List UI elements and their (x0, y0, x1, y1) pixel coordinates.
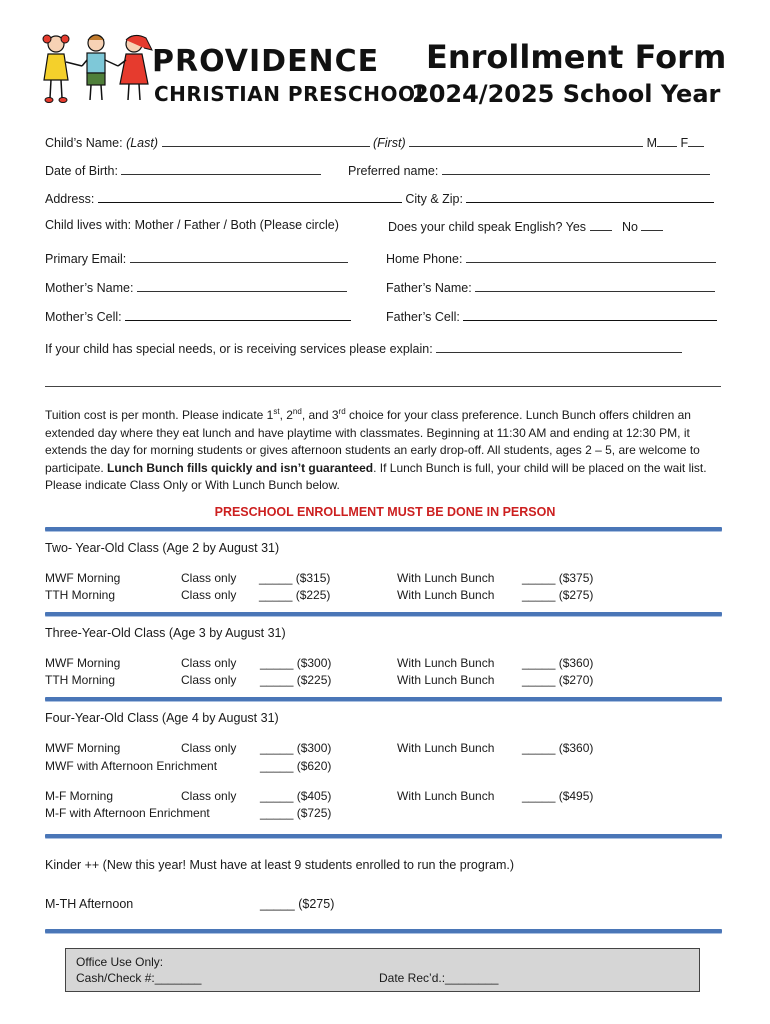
divider-4 (45, 834, 722, 838)
special-needs-line-2[interactable] (45, 386, 721, 387)
sup-3: rd (338, 407, 346, 416)
tuition-text-4: choice for your class preference. Lunch Bunch offers children an extended day where they eat lunch and have playtime with classmates. Beginning at 11:30 AM and ending at 12:30 PM, it extends the day for morning students or gives afternoon students an early drop-off. All students, ages 2 – 5, are welcome to participate. (45, 408, 700, 475)
kinder-heading: Kinder ++ (New this year! Must have at least 9 students enrolled to run the program.) (45, 858, 514, 872)
three-row-1-name: MWF Morning (45, 656, 121, 670)
address-label: Address: (45, 192, 95, 206)
divider-5 (45, 929, 722, 933)
lives-with-text: Child lives with: Mother / Father / Both (Please circle) (45, 218, 339, 232)
children-illustration-icon (36, 30, 156, 110)
mother-name-label: Mother’s Name: (45, 281, 134, 295)
logo (36, 30, 156, 110)
sup-2: nd (292, 407, 302, 416)
three-row-2-lunch-price[interactable]: _____ ($270) (522, 673, 594, 687)
divider-3 (45, 697, 722, 701)
mother-cell-label: Mother’s Cell: (45, 310, 122, 324)
f-label: F (680, 136, 689, 150)
english-yes-field[interactable] (590, 218, 612, 231)
last-label: (Last) (126, 136, 159, 150)
four-row-3-name: M-F Morning (45, 789, 114, 803)
address-row (45, 190, 714, 206)
three-row-1-price[interactable]: _____ ($300) (260, 656, 332, 670)
two-row-2-lunch-price[interactable]: _____ ($275) (522, 588, 594, 602)
home-phone-field[interactable] (466, 250, 716, 263)
tuition-bold: Lunch Bunch fills quickly and isn’t guaranteed (107, 460, 374, 475)
email-field[interactable] (130, 250, 348, 263)
m-field[interactable] (657, 134, 677, 147)
three-row-1-lunch-price[interactable]: _____ ($360) (522, 656, 594, 670)
two-row-2-type: Class only (181, 588, 237, 602)
two-row-1-type: Class only (181, 571, 237, 585)
dob-row (45, 162, 321, 178)
office-cash-check[interactable]: Cash/Check #:_______ (76, 971, 202, 985)
two-row-2-lunch: With Lunch Bunch (397, 588, 495, 602)
three-year-heading: Three-Year-Old Class (Age 3 by August 31) (45, 626, 286, 640)
cityzip-label: City & Zip: (405, 192, 463, 206)
tuition-text-3: , and 3 (301, 408, 339, 422)
divider-2 (45, 612, 722, 616)
tuition-text-2: , 2 (279, 408, 293, 422)
form-title: Enrollment Form (426, 38, 727, 76)
four-row-1-price[interactable]: _____ ($300) (260, 741, 332, 755)
father-name-field[interactable] (475, 279, 715, 292)
no-label: No (621, 220, 638, 234)
four-row-3-lunch-price[interactable]: _____ ($495) (522, 789, 594, 803)
preferred-label: Preferred name: (348, 164, 439, 178)
two-row-2-price[interactable]: _____ ($225) (259, 588, 331, 602)
two-row-2-name: TTH Morning (45, 588, 116, 602)
mother-cell-field[interactable] (125, 308, 351, 321)
three-row-2-lunch: With Lunch Bunch (397, 673, 495, 687)
father-name-row (386, 279, 715, 295)
email-row (45, 250, 348, 266)
preferred-field[interactable] (442, 162, 710, 175)
two-row-1-name: MWF Morning (45, 571, 121, 585)
three-row-1-type: Class only (181, 656, 237, 670)
two-row-1-price[interactable]: _____ ($315) (259, 571, 331, 585)
four-row-4-name: M-F with Afternoon Enrichment (45, 806, 210, 820)
special-needs-row (45, 340, 682, 356)
preferred-row (348, 162, 710, 178)
english-no-field[interactable] (641, 218, 663, 231)
tuition-text-1: Tuition cost is per month. Please indicate 1 (45, 408, 274, 422)
three-row-2-name: TTH Morning (45, 673, 116, 687)
office-title: Office Use Only: (76, 955, 164, 969)
tuition-text-5: . If Lunch Bunch is full, your child will be placed on the wait list. Please indicate Class Only or With Lunch Bunch below. (45, 460, 707, 492)
four-row-2-name: MWF with Afternoon Enrichment (45, 759, 218, 773)
two-row-1-lunch-price[interactable]: _____ ($375) (522, 571, 594, 585)
tuition-paragraph (45, 403, 735, 495)
last-name-field[interactable] (162, 134, 370, 147)
father-cell-label: Father’s Cell: (386, 310, 460, 324)
special-needs-label: If your child has special needs, or is receiving services please explain: (45, 342, 433, 356)
school-year: 2024/2025 School Year (412, 80, 721, 108)
father-name-label: Father’s Name: (386, 281, 472, 295)
enrollment-notice: PRESCHOOL ENROLLMENT MUST BE DONE IN PERSON (214, 505, 556, 519)
mother-name-field[interactable] (137, 279, 347, 292)
address-field[interactable] (98, 190, 402, 203)
sup-1: st (273, 407, 280, 416)
first-label: (First) (372, 136, 406, 150)
dob-field[interactable] (121, 162, 321, 175)
father-cell-field[interactable] (463, 308, 717, 321)
email-label: Primary Email: (45, 252, 127, 266)
father-cell-row (386, 308, 717, 324)
m-label: M (646, 136, 657, 150)
office-use-box (65, 948, 700, 992)
home-phone-row (386, 250, 716, 266)
four-row-3-price[interactable]: _____ ($405) (260, 789, 332, 803)
cityzip-field[interactable] (466, 190, 714, 203)
four-row-2-price[interactable]: _____ ($620) (260, 759, 332, 773)
kinder-row-price[interactable]: _____ ($275) (260, 897, 335, 911)
child-name-row (45, 134, 704, 150)
english-label: Does your child speak English? Yes (388, 220, 587, 234)
three-row-1-lunch: With Lunch Bunch (397, 656, 495, 670)
brand-name: PROVIDENCE (152, 44, 380, 79)
four-row-1-name: MWF Morning (45, 741, 121, 755)
mother-cell-row (45, 308, 351, 324)
home-phone-label: Home Phone: (386, 252, 463, 266)
four-row-1-lunch-price[interactable]: _____ ($360) (522, 741, 594, 755)
two-row-1-lunch: With Lunch Bunch (397, 571, 495, 585)
brand-subtitle: CHRISTIAN PRESCHOOL (154, 82, 429, 106)
special-needs-field[interactable] (436, 340, 682, 353)
divider-1 (45, 527, 722, 531)
english-row (388, 218, 663, 234)
four-year-heading: Four-Year-Old Class (Age 4 by August 31) (45, 711, 279, 725)
three-row-2-type: Class only (181, 673, 237, 687)
child-name-label: Child’s Name: (45, 136, 123, 150)
four-row-3-lunch: With Lunch Bunch (397, 789, 495, 803)
first-name-field[interactable] (409, 134, 643, 147)
dob-label: Date of Birth: (45, 164, 118, 178)
three-row-2-price[interactable]: _____ ($225) (260, 673, 332, 687)
office-date-recd[interactable]: Date Rec’d.:________ (379, 971, 499, 985)
four-row-1-type: Class only (181, 741, 237, 755)
two-year-heading: Two- Year-Old Class (Age 2 by August 31) (45, 541, 280, 555)
kinder-row-name: M-TH Afternoon (45, 897, 134, 911)
four-row-1-lunch: With Lunch Bunch (397, 741, 495, 755)
four-row-4-price[interactable]: _____ ($725) (260, 806, 332, 820)
f-field[interactable] (688, 134, 704, 147)
four-row-3-type: Class only (181, 789, 237, 803)
mother-name-row (45, 279, 347, 295)
